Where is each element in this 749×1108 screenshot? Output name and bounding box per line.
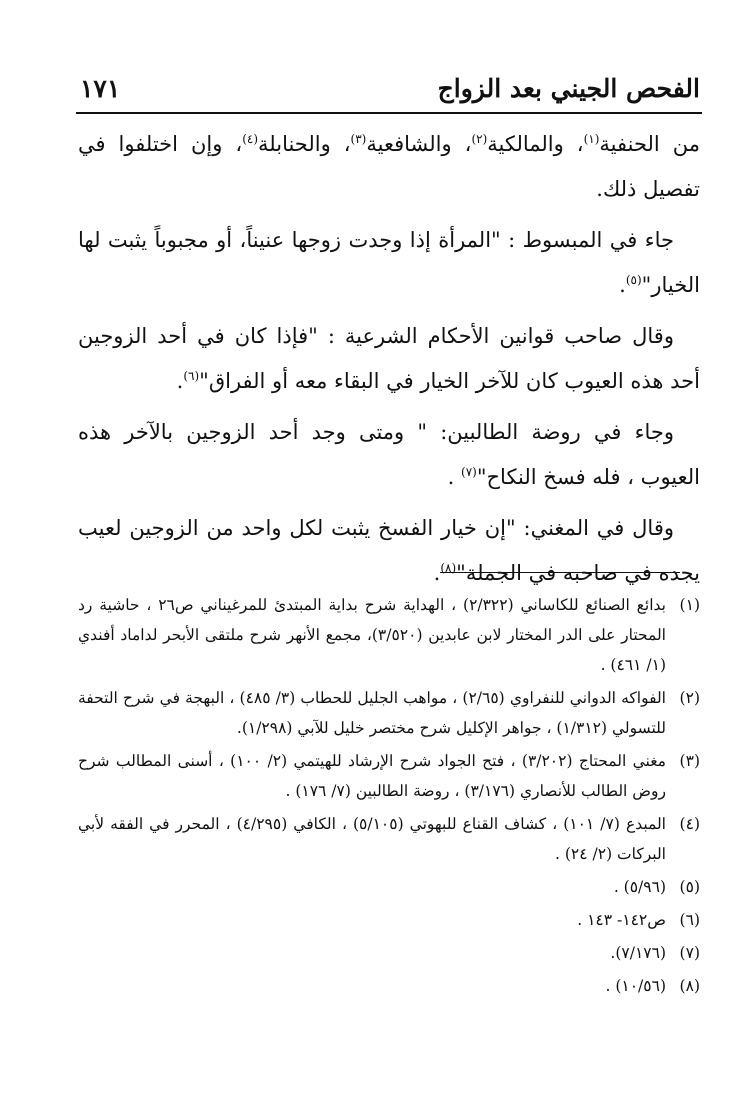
footnote-number: (٤) — [679, 815, 700, 833]
footnote-number: (٥) — [679, 878, 700, 896]
footnote-number: (٢) — [679, 689, 700, 707]
footnote-separator — [440, 572, 680, 573]
paragraph-3: وقال صاحب قوانين الأحكام الشرعية : "فإذا كان في أحد الزوجين أحد هذه العيوب كان للآخر الخيار في البقاء معه أو الفراق"$^{(٦)}$. — [78, 324, 700, 393]
footnote-ref-5[interactable]: (٥) — [625, 273, 642, 287]
paragraph-2: جاء في المبسوط : "المرأة إذا وجدت زوجها عنيناً، أو مجبوباً يثبت لها الخيار"$^{(٥)}$. — [78, 228, 700, 297]
footnote-text: (٧/١٧٦). — [610, 944, 666, 962]
running-title: الفحص الجيني بعد الزواج — [437, 74, 700, 103]
footnote-text: ص١٤٢- ١٤٣ . — [577, 911, 666, 929]
footnote-7 — [78, 938, 700, 968]
footnote-number: (٦) — [679, 911, 700, 929]
footnote-text: المبدع (٧/ ١٠١) ، كشاف القناع للبهوتي (٥/١٠٥) ، الكافي (٤/٢٩٥) ، المحرر في الفقه لأبي البركات (٢/ ٢٤) . — [78, 815, 666, 863]
footnote-ref-4[interactable]: (٤) — [242, 132, 259, 146]
footnote-number: (٨) — [679, 977, 700, 995]
footnote-number: (١) — [679, 596, 700, 614]
footnote-ref-2[interactable]: (٢) — [471, 132, 488, 146]
footnote-8 — [78, 971, 700, 1001]
footnotes — [78, 590, 700, 1004]
footnote-ref-3[interactable]: (٣) — [350, 132, 367, 146]
footnote-text: (١٠/٥٦) . — [605, 977, 666, 995]
footnote-ref-8[interactable]: (٨) — [440, 561, 457, 575]
main-text — [78, 122, 700, 602]
footnote-1 — [78, 590, 700, 680]
footnote-3 — [78, 746, 700, 806]
footnote-ref-1[interactable]: (١) — [583, 132, 600, 146]
page-header — [80, 70, 700, 110]
footnote-text: (٥/٩٦) . — [613, 878, 666, 896]
header-rule — [76, 112, 702, 114]
footnote-4 — [78, 809, 700, 869]
paragraph-1: من الحنفية$^{(١)}$، والمالكية$^{(٢)}$، والشافعية$^{(٣)}$، والحنابلة$^{(٤)}$، وإن اختلفوا في تفصيل ذلك. — [78, 132, 700, 201]
footnote-text: بدائع الصنائع للكاساني (٢/٣٢٢) ، الهداية شرح بداية المبتدئ للمرغيناني ص٢٦ ، حاشية رد المحتار على الدر المختار لابن عابدين (٣/٥٢٠)، مجمع الأنهر شرح ملتقى الأبحر لداماد أفندي (١/ ٤٦١) . — [78, 596, 666, 674]
footnote-5 — [78, 872, 700, 902]
footnote-text: مغني المحتاج (٣/٢٠٢) ، فتح الجواد شرح الإرشاد للهيتمي (٢/ ١٠٠) ، أسنى المطالب شرح روض الطالب للأنصاري (٣/١٧٦) ، روضة الطالبين (٧/ ١٧٦) . — [78, 752, 666, 800]
page-number: ١٧١ — [80, 74, 121, 103]
footnote-text: الفواكه الدواني للنفراوي (٢/٦٥) ، مواهب الجليل للحطاب (٣/ ٤٨٥) ، البهجة في شرح التحفة للتسولي (١/٣١٢) ، جواهر الإكليل شرح مختصر خليل للآبي (١/٢٩٨). — [78, 689, 666, 737]
paragraph-4: وجاء في روضة الطالبين: " ومتى وجد أحد الزوجين بالآخر هذه العيوب ، فله فسخ النكاح"$^{(٧)}$ . — [78, 420, 700, 489]
footnote-ref-7[interactable]: (٧) — [461, 465, 477, 479]
paragraph-5: وقال في المغني: "إن خيار الفسخ يثبت لكل واحد من الزوجين لعيب يجده في صاحبه في الجملة"$^{(٨)}$. — [78, 516, 700, 585]
footnote-2 — [78, 683, 700, 743]
footnote-number: (٧) — [679, 944, 700, 962]
footnote-number: (٣) — [679, 752, 700, 770]
footnote-6 — [78, 905, 700, 935]
footnote-ref-6[interactable]: (٦) — [183, 369, 200, 383]
